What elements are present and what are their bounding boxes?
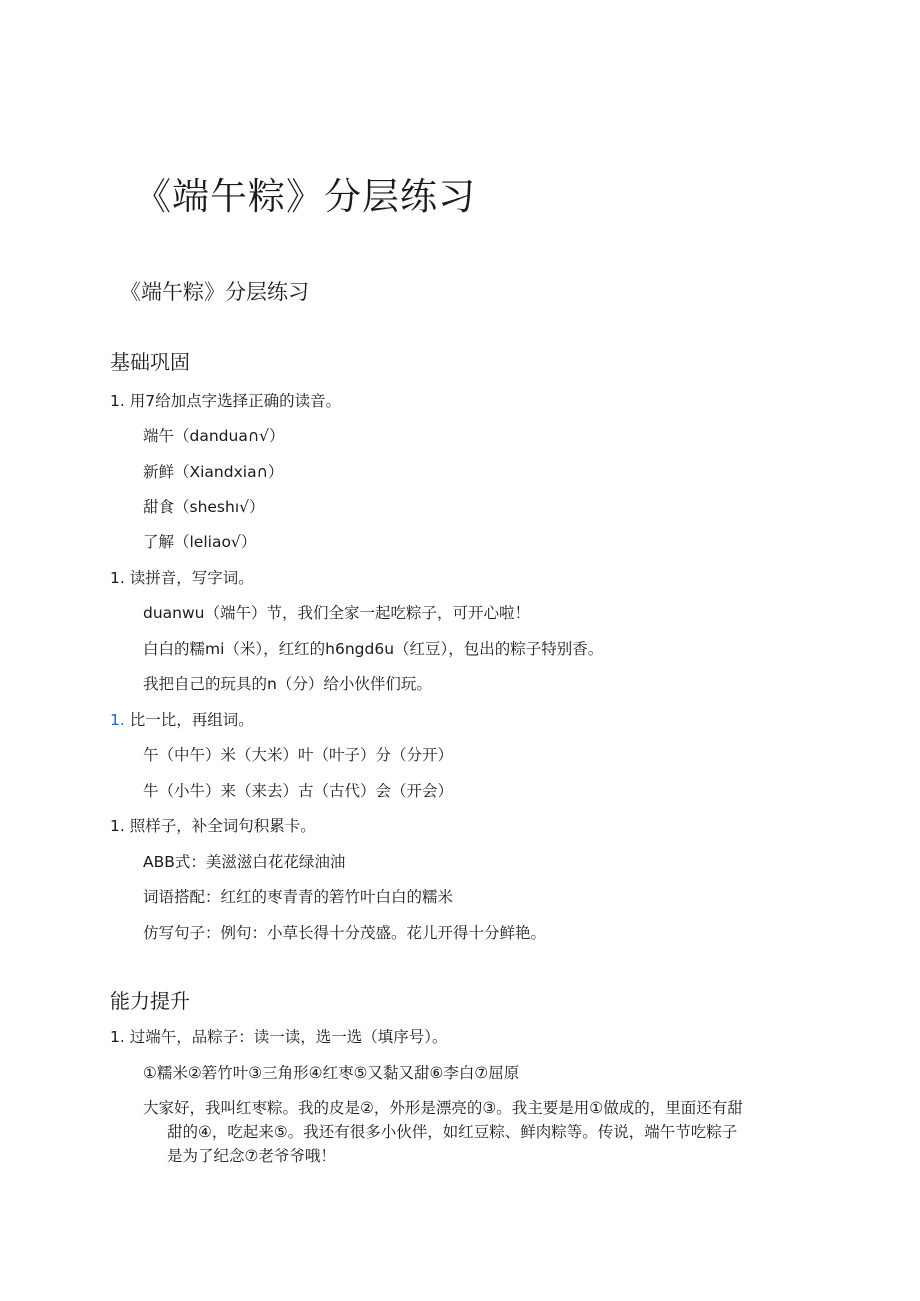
- answer-item: ABB式：美滋滋白花花绿油油: [143, 853, 346, 871]
- question-number: 1.: [110, 1028, 125, 1046]
- question-1: [110, 391, 341, 411]
- answer-item: 词语搭配：红红的枣青青的箬竹叶白白的糯米: [143, 888, 454, 906]
- question-number: 1.: [110, 817, 125, 835]
- answer-item: 了解（leliao√）: [143, 533, 257, 551]
- passage-line: 甜的④，吃起来⑤。我还有很多小伙伴，如红豆粽、鲜肉粽等。传说，端午节吃粽子: [167, 1123, 738, 1141]
- answer-item: 端午（dandua∩√）: [143, 427, 285, 445]
- question-text: 过端午，品粽子：读一读，选一选（填序号）。: [129, 1028, 448, 1046]
- option-list: ①糯米②箬竹叶③三角形④红枣⑤又黏又甜⑥李白⑦屈原: [143, 1064, 520, 1082]
- answer-item: 新鲜（Xiandxia∩）: [143, 463, 284, 481]
- page-subtitle: 《端午粽》分层练习: [120, 280, 309, 304]
- section-heading-advanced: 能力提升: [110, 989, 190, 1013]
- question-number: 1.: [110, 711, 125, 729]
- answer-item: 甜食（sheshı√）: [143, 498, 265, 516]
- question-4: [110, 816, 316, 836]
- section-heading-basic: 基础巩固: [110, 350, 190, 374]
- question-text: 读拼音，写字词。: [129, 569, 254, 587]
- question-number: 1.: [110, 392, 125, 410]
- answer-item: 牛（小牛）来（来去）古（古代）会（开会）: [143, 782, 454, 800]
- question-text: 照样子，补全词句积累卡。: [129, 817, 316, 835]
- answer-item: 午（中午）米（大米）叶（叶子）分（分开）: [143, 746, 454, 764]
- question-text: 用7给加点字选择正确的读音。: [129, 392, 342, 410]
- answer-item: duanwu（端午）节，我们全家一起吃粽子，可开心啦！: [143, 604, 530, 622]
- reading-passage: [143, 1096, 811, 1168]
- question-2: [110, 568, 254, 588]
- page-title: 《端午粽》分层练习: [134, 175, 476, 218]
- question-text: 比一比，再组词。: [129, 711, 254, 729]
- question-number: 1.: [110, 569, 125, 587]
- question-5: [110, 1027, 448, 1047]
- passage-line: 是为了纪念⑦老爷爷哦！: [167, 1147, 336, 1165]
- question-3: [110, 710, 254, 730]
- passage-line: 大家好，我叫红枣粽。我的皮是②，外形是漂亮的③。我主要是用①做成的，里面还有甜: [143, 1099, 743, 1117]
- answer-item: 白白的糯mi（米），红红的h6ngd6u（红豆），包出的粽子特别香。: [143, 640, 604, 658]
- answer-item: 我把自己的玩具的n（分）给小伙伴们玩。: [143, 675, 432, 693]
- answer-item: 仿写句子：例句：小草长得十分茂盛。花儿开得十分鲜艳。: [143, 924, 547, 942]
